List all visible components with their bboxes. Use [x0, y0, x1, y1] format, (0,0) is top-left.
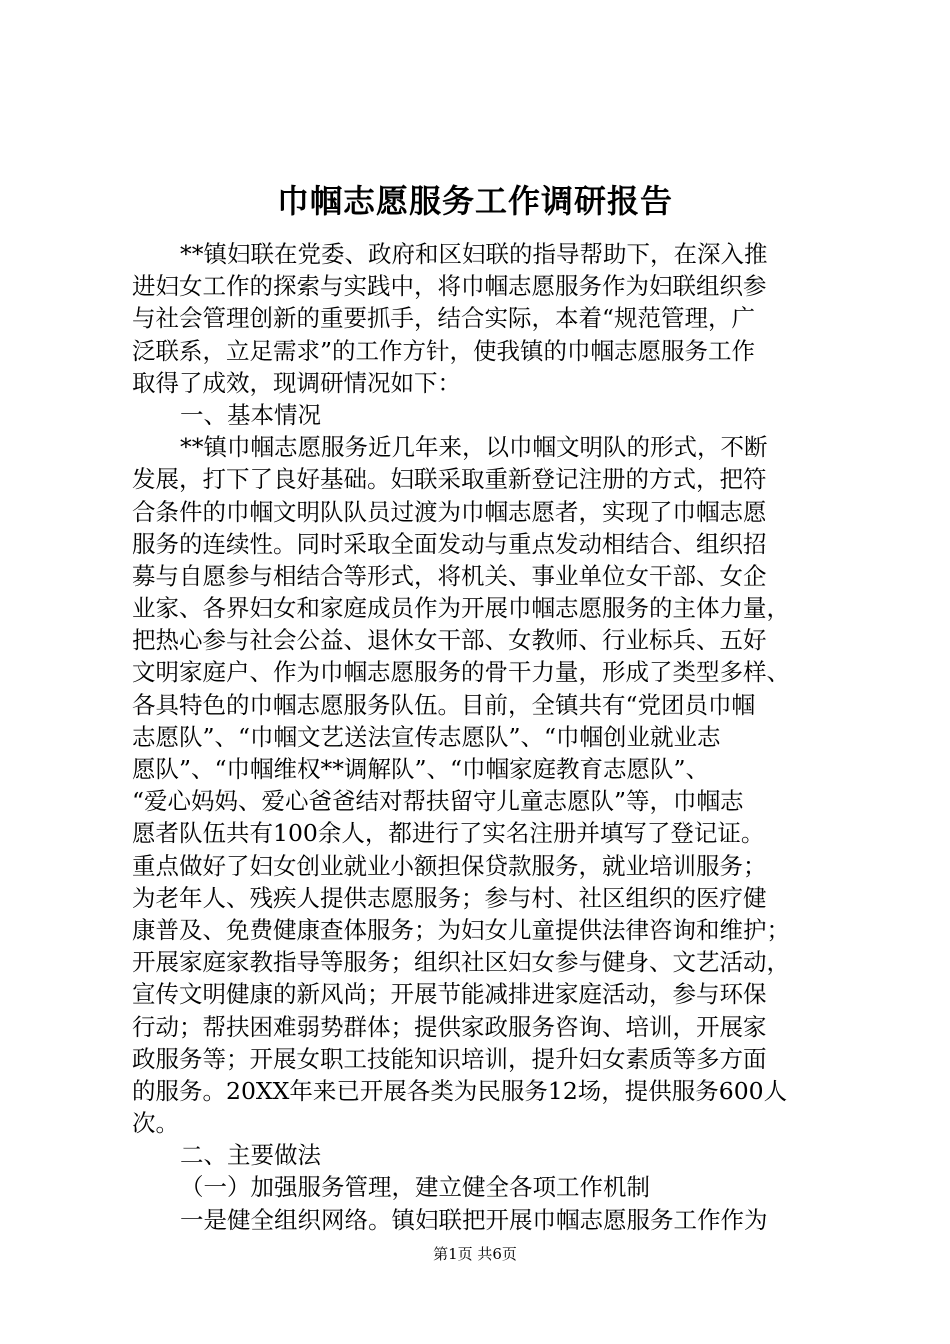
- text-line: 二、主要做法: [180, 1141, 321, 1170]
- text-line: 次。: [132, 1109, 179, 1138]
- text-line: 业家、各界妇女和家庭成员作为开展巾帼志愿服务的主体力量，: [132, 594, 790, 623]
- text-line: 康普及、免费健康查体服务；为妇女儿童提供法律咨询和维护；: [132, 915, 790, 944]
- text-line: 进妇女工作的探索与实践中，将巾帼志愿服务作为妇联组织参: [132, 272, 767, 301]
- text-line: 发展，打下了良好基础。妇联采取重新登记注册的方式，把符: [132, 465, 767, 494]
- page-title: 巾帼志愿服务工作调研报告: [276, 182, 673, 220]
- text-line: 泛联系，立足需求”的工作方针，使我镇的巾帼志愿服务工作: [132, 336, 756, 365]
- text-line: **镇巾帼志愿服务近几年来，以巾帼文明队的形式，不断: [180, 433, 768, 462]
- text-line: 行动；帮扶困难弱势群体；提供家政服务咨询、培训，开展家: [132, 1012, 767, 1041]
- text-line: 取得了成效，现调研情况如下：: [132, 368, 461, 397]
- text-line: （一）加强服务管理，建立健全各项工作机制: [180, 1173, 650, 1202]
- text-line: 一、基本情况: [180, 400, 321, 429]
- text-line: 合条件的巾帼文明队队员过渡为巾帼志愿者，实现了巾帼志愿: [132, 497, 767, 526]
- page-footer: 第1页 共6页: [433, 1245, 517, 1263]
- text-line: 服务的连续性。同时采取全面发动与重点发动相结合、组织招: [132, 529, 767, 558]
- text-line: 把热心参与社会公益、退休女干部、女教师、行业标兵、五好: [132, 626, 767, 655]
- text-line: 愿者队伍共有100余人，都进行了实名注册并填写了登记证。: [132, 819, 765, 848]
- text-line: 重点做好了妇女创业就业小额担保贷款服务，就业培训服务；: [132, 851, 767, 880]
- text-line: 愿队”、“巾帼维权**调解队”、“巾帼家庭教育志愿队”、: [132, 755, 710, 783]
- text-line: **镇妇联在党委、政府和区妇联的指导帮助下，在深入推: [180, 240, 768, 268]
- text-line: 募与自愿参与相结合等形式，将机关、事业单位女干部、女企: [132, 561, 767, 590]
- text-line: 政服务等；开展女职工技能知识培训，提升妇女素质等多方面: [132, 1044, 767, 1073]
- text-line: 与社会管理创新的重要抓手，结合实际，本着“规范管理，广: [132, 304, 756, 333]
- text-line: 宣传文明健康的新风尚；开展节能减排进家庭活动，参与环保: [132, 980, 767, 1009]
- text-line: 一是健全组织网络。镇妇联把开展巾帼志愿服务工作作为: [180, 1205, 768, 1234]
- text-line: 各具特色的巾帼志愿服务队伍。目前，全镇共有“党团员巾帼: [132, 690, 756, 719]
- text-line: 开展家庭家教指导等服务；组织社区妇女参与健身、文艺活动，: [132, 948, 790, 977]
- text-line: “爱心妈妈、爱心爸爸结对帮扶留守儿童志愿队”等，巾帼志: [132, 787, 744, 816]
- text-line: 文明家庭户、作为巾帼志愿服务的骨干力量，形成了类型多样、: [132, 658, 790, 687]
- text-line: 志愿队”、“巾帼文艺送法宣传志愿队”、“巾帼创业就业志: [132, 722, 721, 751]
- text-line: 为老年人、残疾人提供志愿服务；参与村、社区组织的医疗健: [132, 883, 767, 912]
- text-line: 的服务。20XX年来已开展各类为民服务12场，提供服务600人: [132, 1076, 788, 1105]
- document-body: [132, 238, 832, 1236]
